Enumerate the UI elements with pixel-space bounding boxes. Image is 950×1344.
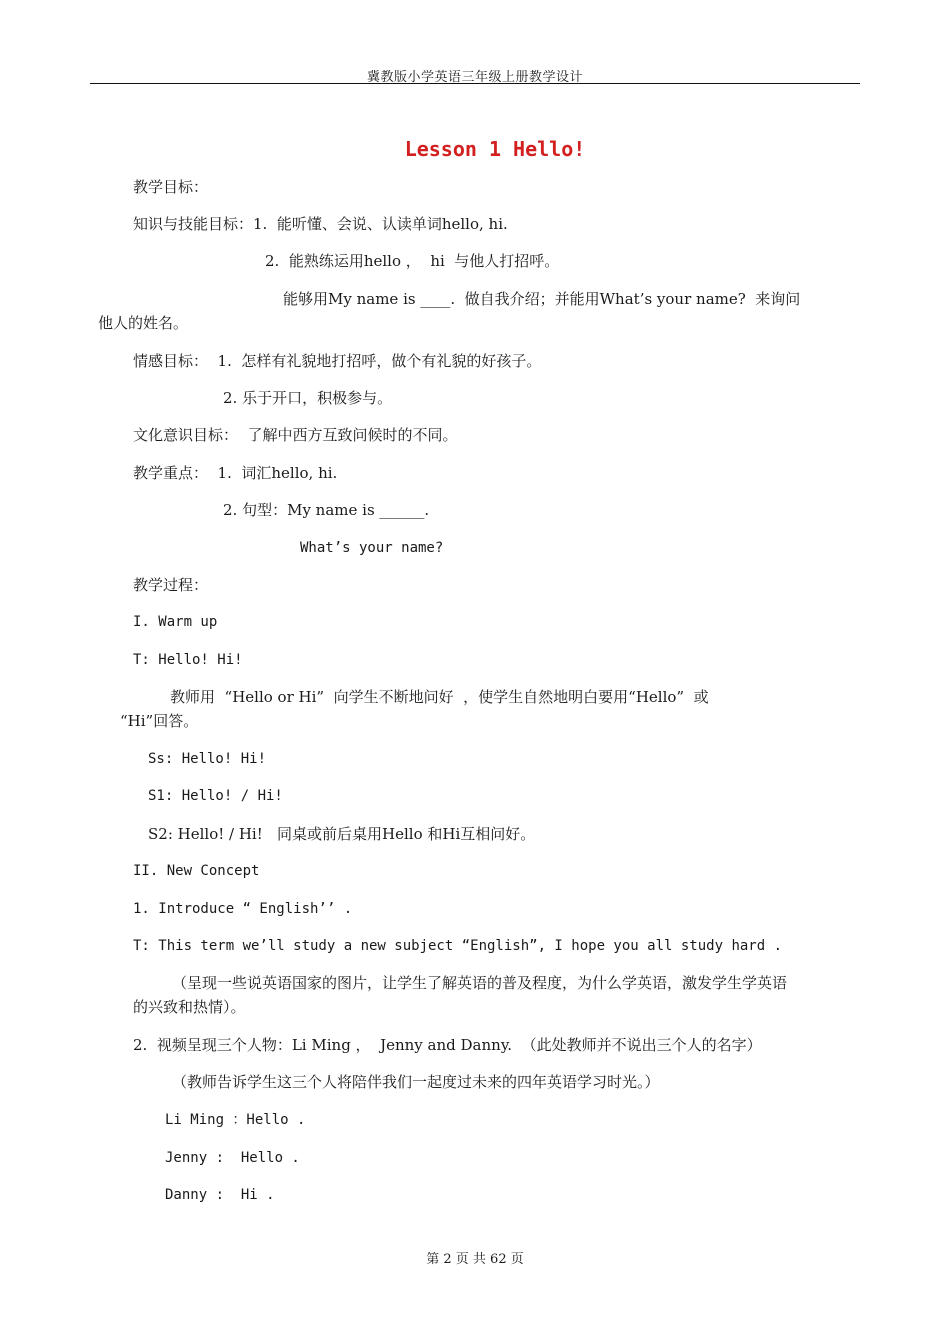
body-line: （呈现一些说英语国家的图片，让学生了解英语的普及程度，为什么学英语，激发学生学英语	[172, 974, 788, 992]
body-line: S1: Hello! / Hi!	[148, 788, 283, 804]
lesson-title: Lesson 1 Hello!	[404, 137, 586, 161]
section-heading-process: 教学过程：	[133, 576, 209, 594]
body-line: 2. 乐于开口，积极参与。	[223, 389, 393, 407]
dialogue-line: Jenny : Hello .	[165, 1150, 300, 1166]
dialogue-line: Danny : Hi .	[165, 1187, 275, 1203]
body-line: T: Hello! Hi!	[133, 652, 243, 668]
running-header: 冀教版小学英语三年级上册教学设计	[366, 70, 583, 85]
body-line: 知识与技能目标：1. 能听懂、会说、认读单词hello, hi.	[133, 215, 508, 233]
body-line: “Hi”回答。	[120, 712, 199, 730]
body-line: 的兴致和热情）。	[133, 998, 246, 1016]
body-line: 他人的姓名。	[98, 314, 189, 332]
body-line: 2. 能熟练运用hello ， hi 与他人打招呼。	[265, 252, 560, 270]
body-line: 教学重点： 1. 词汇hello, hi.	[133, 464, 338, 482]
body-line: T: This term we’ll study a new subject “English”, I hope you all study hard .	[133, 938, 783, 954]
body-line: 能够用My name is ____. 做自我介绍；并能用What’s your name? 来询问	[283, 290, 801, 308]
body-line: 2. 视频呈现三个人物：Li Ming ， Jenny and Danny. （此处教师并不说出三个人的名字）	[133, 1036, 762, 1054]
body-line: S2: Hello! / Hi! 同桌或前后桌用Hello 和Hi互相问好。	[148, 825, 536, 843]
body-line: Ss: Hello! Hi!	[148, 751, 267, 767]
body-line: 情感目标： 1. 怎样有礼貌地打招呼，做个有礼貌的好孩子。	[133, 352, 542, 370]
body-line: 1. Introduce “ English’’ .	[133, 901, 353, 917]
dialogue-line: Li Ming ：Hello .	[165, 1112, 306, 1128]
body-line: （教师告诉学生这三个人将陪伴我们一起度过未来的四年英语学习时光。）	[172, 1073, 660, 1091]
section-heading-objectives: 教学目标：	[133, 178, 209, 196]
body-line: I. Warm up	[133, 614, 218, 630]
page-footer: 第 2 页 共 62 页	[426, 1252, 524, 1267]
body-line: 教师用 “Hello or Hi” 向学生不断地问好 ，使学生自然地明白要用“Hello” 或	[170, 688, 709, 706]
body-line: What’s your name?	[300, 540, 444, 556]
body-line: II. New Concept	[133, 863, 260, 879]
header-divider	[90, 83, 860, 84]
body-line: 2. 句型：My name is ______.	[223, 501, 430, 519]
body-line: 文化意识目标： 了解中西方互致问候时的不同。	[133, 426, 458, 444]
